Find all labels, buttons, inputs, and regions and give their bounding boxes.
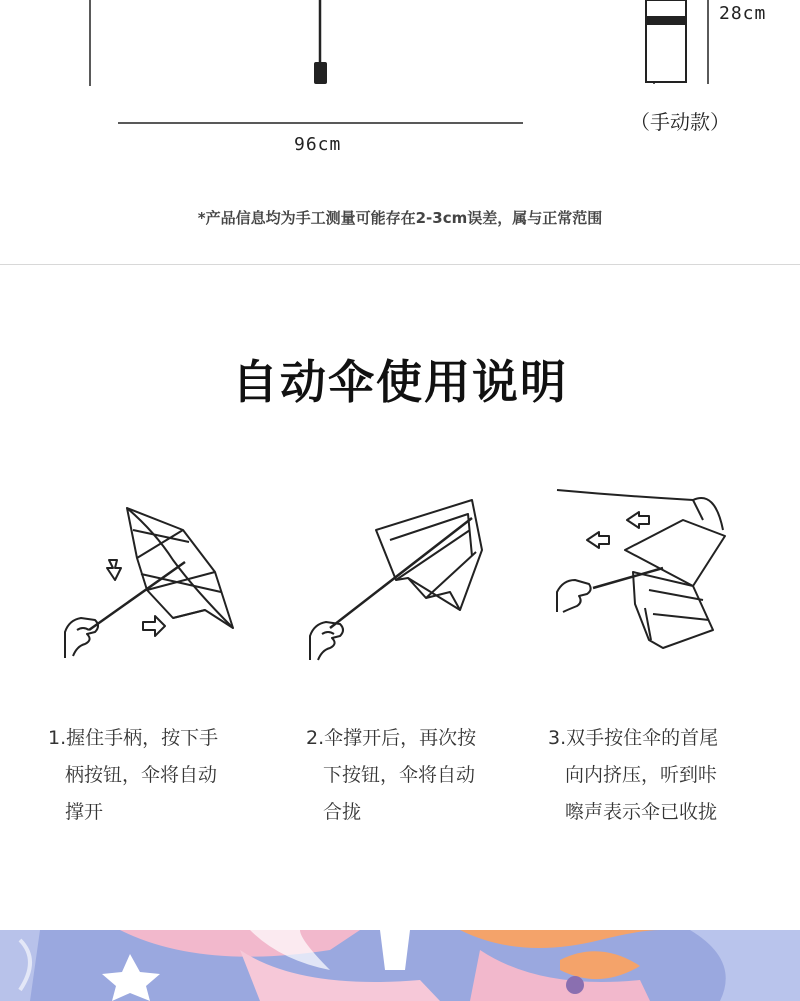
section-divider — [0, 264, 800, 265]
step2-line3: 合拢 — [323, 801, 362, 823]
step1-line3: 撑开 — [65, 801, 104, 823]
decorative-banner — [0, 930, 800, 1001]
step1-line1: 1.握住手柄，按下手 — [48, 727, 219, 749]
step3-line3: 嚓声表示伞已收拢 — [565, 801, 718, 823]
step3-line2: 向内挤压，听到咔 — [565, 764, 718, 786]
step2-line2: 下按钮，伞将自动 — [323, 764, 476, 786]
manual-model-label: （手动款） — [630, 110, 730, 134]
dimension-diagram — [0, 0, 800, 200]
length-label: 96cm — [294, 134, 342, 155]
step2-text — [306, 720, 521, 831]
step1-line2: 柄按钮，伞将自动 — [65, 764, 218, 786]
step1-illustration — [55, 480, 245, 670]
step2-line1: 2.伞撑开后，再次按 — [306, 727, 477, 749]
height-label: 28cm — [719, 3, 767, 24]
step3-text — [548, 720, 763, 831]
measurement-note: *产品信息均为手工测量可能存在2-3cm误差，属与正常范围 — [197, 209, 603, 227]
section-title: 自动伞使用说明 — [232, 355, 568, 409]
step3-illustration — [553, 480, 753, 670]
step2-illustration — [300, 480, 500, 670]
step3-line1: 3.双手按住伞的首尾 — [548, 727, 719, 749]
step1-text — [48, 720, 263, 831]
